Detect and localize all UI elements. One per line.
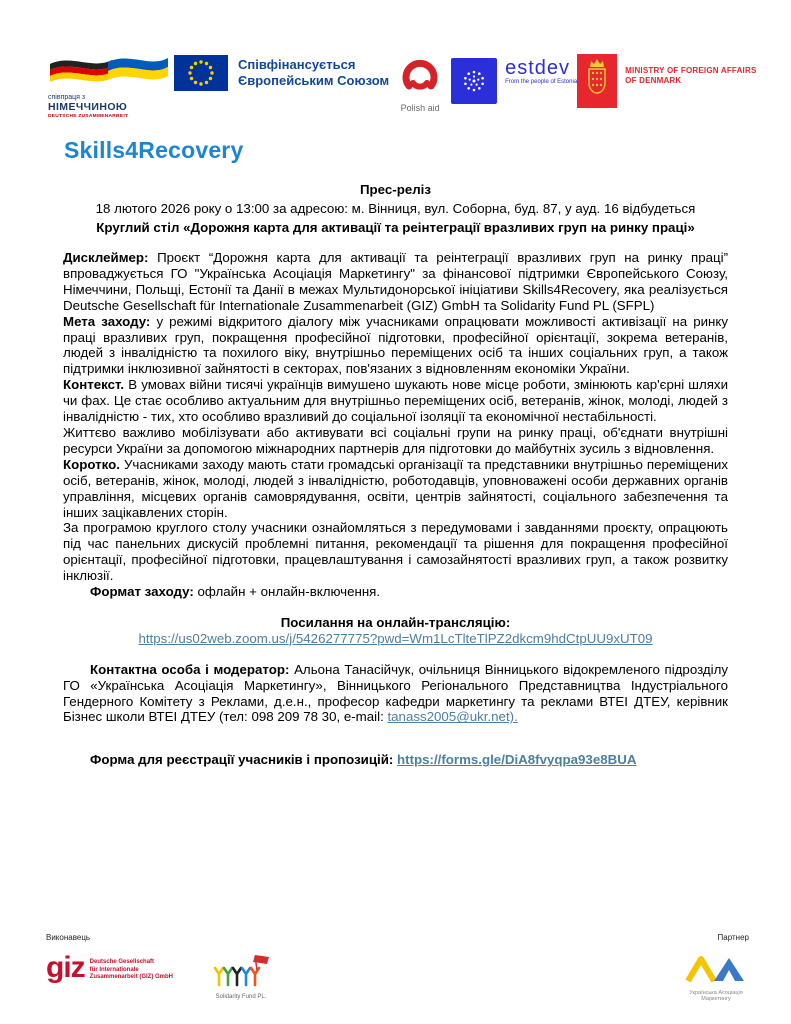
denmark-mfa-line1: MINISTRY OF FOREIGN AFFAIRS — [625, 66, 757, 75]
skills4recovery-wordmark: Skills4Recovery — [64, 137, 244, 163]
release-heading: Прес-реліз — [360, 182, 431, 197]
paragraph-disclaimer — [63, 250, 728, 314]
purpose-text: у режимі відкритого діалогу між учасниками опрацювати можливості активізації на ринку праці вразливих груп, покращення професійної підготовки, професійної орієнтації, зокрема ветеранів, людей з інвалідністю та похилого віку, внутрішньо переміщених осіб та інших соціальних груп, а також підтримки інклюзивної зайнятості в секторах, пов'язаних з відновленням економіки України. — [63, 313, 728, 377]
estdev-logo — [451, 58, 577, 104]
press-release — [63, 180, 728, 768]
disclaimer-label: Дисклеймер: — [63, 250, 149, 265]
giz-line1: Deutsche Gesellschaft — [89, 959, 155, 965]
giz-wordmark: giz — [46, 951, 85, 984]
paragraph-contact — [63, 662, 728, 726]
estdev-wordmark: estdev — [505, 57, 571, 79]
paragraph-registration — [63, 752, 728, 768]
eu-cofunded-line2: Європейським Союзом — [238, 73, 390, 88]
disclaimer-text: Проєкт “Дорожня карта для активації та реінтеграції вразливих груп на ринку праці” впроваджується ГО "Українська Асоціація Маркетингу" за фінансової підтримки Європейського Союзу, Німеччини, Польщі, Естонії та Данії в межах Мультидонорської ініціативи Skills4Recovery, яка реалізується Deutsche Gesellschaft für Internationale Zusammenarbeit (GIZ) GmbH та Solidarity Fund PL (SFPL) — [63, 250, 728, 313]
partner-label: Партнер — [717, 933, 749, 942]
giz-line2: für Internationale — [89, 966, 139, 973]
briefly-label: Коротко. — [63, 456, 120, 472]
eu-flag-icon — [174, 55, 228, 91]
format-label: Формат заходу: — [90, 584, 194, 600]
german-coop-tagline: співпраця з — [48, 94, 86, 101]
header-logos — [0, 0, 791, 119]
paragraph-purpose — [63, 314, 728, 378]
footer-executor — [46, 933, 271, 1000]
online-stream-heading: Посилання на онлайн-трансляцію: — [280, 614, 511, 630]
release-body — [63, 250, 728, 768]
registration-link[interactable]: https://forms.gle/DiA8fvyqpa93e8BUA — [397, 752, 637, 768]
paragraph-program: За програмою круглого столу учасники ознайомляться з передумовами і завданнями проєкту, опрацюють під час панельних дискусій проблемні питання, рекомендації та рішення для покращення професійної орієнтації, професійної підготовки, працевлаштування і самозайнятості вразливих груп, а також розвитку інклюзії. — [63, 520, 728, 584]
paragraph-format — [63, 584, 728, 600]
estdev-icon — [451, 58, 497, 104]
paragraph-context — [63, 377, 728, 425]
registration-label: Форма для реєстрації учасників і пропозицій: — [90, 752, 394, 768]
footer-partner — [683, 933, 749, 1002]
contact-text: Альона Танасійчук, очільниця Вінницького відокремленого підрозділу ГО «Українська Асоціація Маркетингу», Вінницького Регіонального Представництва Індустріального Гендерного Комітету з Реклами, д.е.н., професор кафедри маркетингу та реклами ВТЕІ ДТЕУ, керівник Бізнес школи ВТЕІ ДТЕУ (тел: 098 209 78 30, e-mail: — [63, 661, 729, 725]
german-ukrainian-flags-icon — [46, 52, 172, 88]
polish-aid-caption: Polish aid — [400, 103, 440, 113]
executor-label: Виконавець — [46, 933, 91, 942]
paragraph-briefly — [63, 457, 728, 521]
context-label: Контекст. — [63, 377, 125, 393]
event-title: Круглий стіл «Дорожня карта для активації та реінтеграції вразливих груп на ринку праці» — [96, 220, 695, 235]
denmark-mfa-line2: OF DENMARK — [625, 76, 682, 85]
briefly-text: Учасниками заходу мають стати громадські організації та представники внутрішньо переміщених осіб, ветеранів, жінок, молоді, людей з інвалідністю, роботодавців, уповноважені особи державних органів управління, місцевих органів самоврядування, освіти, центрів зайнятості, соціального забезпечення та інших зацікавлених сторін. — [63, 456, 728, 520]
release-intro — [63, 180, 728, 237]
denmark-emblem-icon — [577, 54, 617, 108]
solidarity-fund-caption: Solidarity Fund PL. — [215, 994, 267, 1000]
footer — [46, 933, 749, 1002]
uam-caption: Українська Асоціація Маркетингу — [689, 990, 743, 1002]
polish-aid-logo — [389, 54, 451, 113]
german-cooperation-logo — [46, 52, 174, 119]
german-coop-subline: DEUTSCHE ZUSAMMENARBEIT — [48, 114, 129, 119]
email-link[interactable]: tanass2005@ukr.net). — [387, 709, 518, 725]
purpose-label: Мета заходу: — [63, 313, 151, 329]
eu-cofunded-line1: Співфінансується — [238, 57, 356, 72]
german-coop-name: НІМЕЧЧИНОЮ — [48, 101, 128, 113]
context-text: В умовах війни тисячі українців вимушено шукають нове місце роботи, змінюють кар'єрні шляхи чи фах. Це стає особливо актуальним для внутрішньо переміщених осіб, ветеранів, жінок, молоді, людей з інвалідністю - тих, хто особливо вразливий до соціальної ізоляції та економічної нестабільності. — [63, 377, 728, 425]
uam-icon — [683, 954, 749, 984]
denmark-mfa-logo — [577, 54, 756, 108]
uam-logo — [683, 954, 749, 1002]
contact-label: Контактна особа і модератор: — [90, 661, 290, 677]
zoom-link[interactable]: https://us02web.zoom.us/j/5426277775?pwd=Wm1LcTlteTlPZ2dkcm9hdCtpUU9xUT09 — [138, 630, 653, 646]
giz-line3: Zusammenarbeit (GIZ) GmbH — [89, 974, 174, 980]
eu-cofunded-logo — [174, 55, 389, 91]
format-text: офлайн + онлайн-включення. — [197, 584, 381, 600]
giz-logo — [46, 951, 174, 984]
polish-aid-icon — [397, 54, 443, 98]
paragraph-context-2: Життєво важливо мобілізувати або активувати всі соціальні групи на ринку праці, об'єднати внутрішні ресурси України за допомогою міжнародних партнерів для підготовки до майбутніх зусиль з відновлення. — [63, 424, 728, 456]
solidarity-fund-logo — [211, 952, 271, 1000]
estdev-tagline: From the people of Estonia — [505, 79, 578, 85]
online-stream-link-line — [63, 631, 728, 647]
solidarity-fund-icon — [211, 952, 271, 988]
release-dateline: 18 лютого 2026 року о 13:00 за адресою: м. Вінниця, вул. Соборна, буд. 87, у ауд. 16 відбудеться — [95, 201, 696, 216]
